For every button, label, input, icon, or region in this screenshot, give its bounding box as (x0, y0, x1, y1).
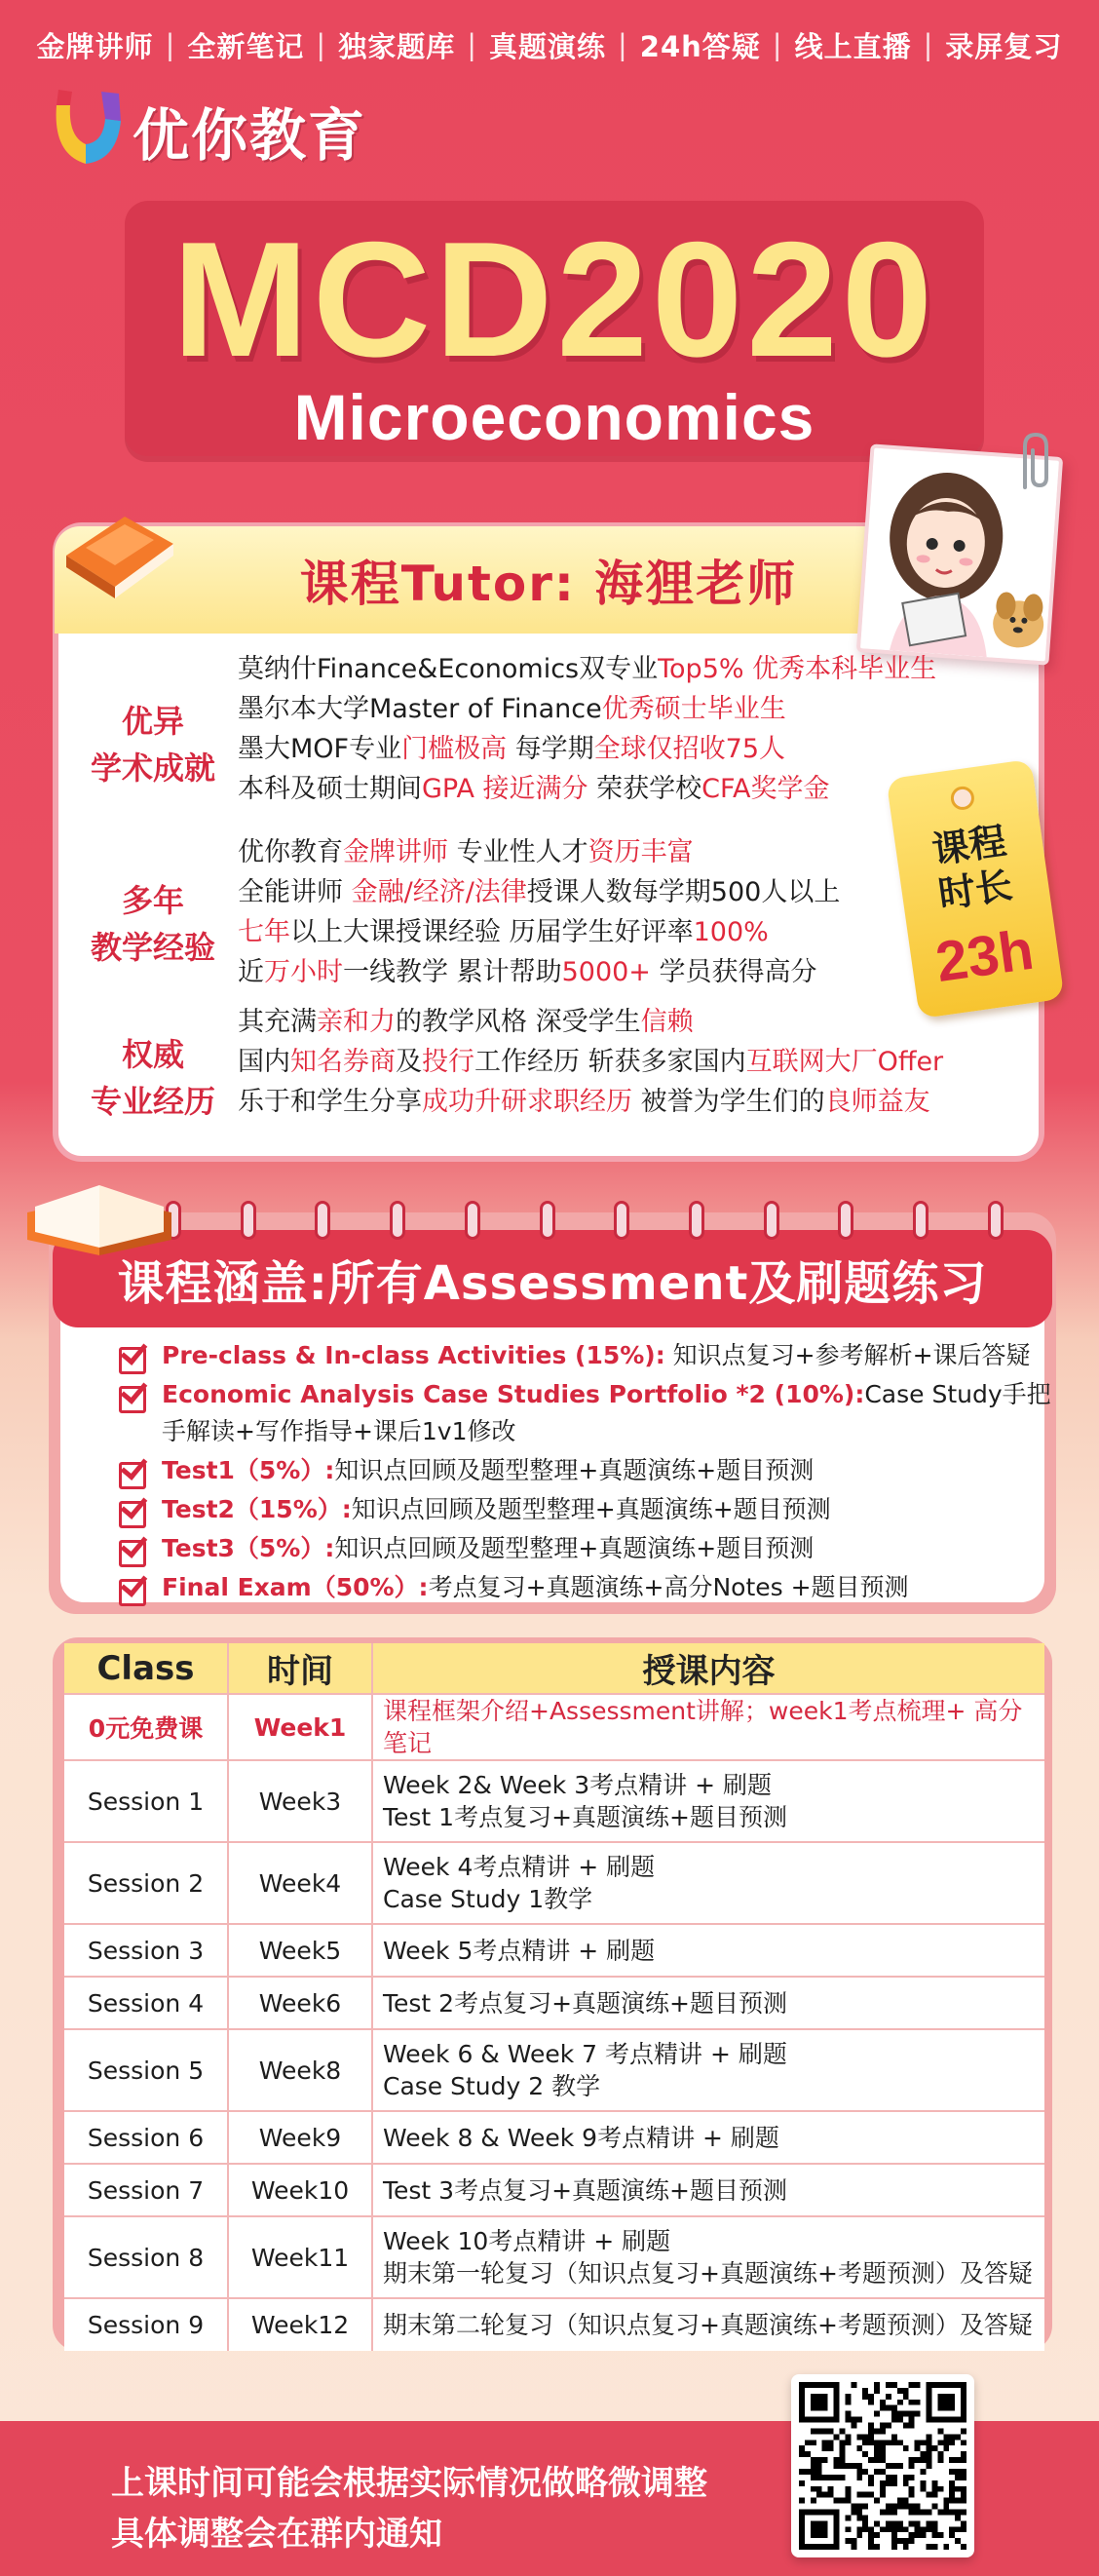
highlight-text: 七年 (238, 917, 290, 947)
highlight-text: 投行 (422, 1047, 474, 1077)
schedule-row (64, 1842, 1044, 1924)
credential-text: 优你教育 (238, 837, 343, 867)
credential-text: 及 (396, 1047, 422, 1077)
week-cell: Week4 (228, 1842, 372, 1924)
credential-line (238, 1002, 943, 1042)
assessment-description: 考点复习+真题演练+高分Notes +题目预测 (428, 1573, 909, 1601)
content-line: Week 8 & Week 9考点精讲 + 刷题 (383, 2123, 779, 2152)
highlight-text: GPA 接近满分 (422, 774, 588, 804)
credential-line (238, 729, 936, 769)
binder-ring (614, 1201, 629, 1240)
assessment-description: Case Study手把手解读+写作指导+课后1v1修改 (162, 1380, 1051, 1445)
credential-line (238, 649, 936, 689)
credential-line (238, 912, 840, 952)
content-cell (372, 1760, 1044, 1842)
week-cell: Week1 (228, 1694, 372, 1760)
week-cell: Week3 (228, 1760, 372, 1842)
credential-text: 全能讲师 (238, 877, 352, 907)
coverage-item (117, 1452, 1052, 1489)
checkbox-icon (117, 1341, 146, 1370)
feature-tags-bar (0, 0, 1099, 90)
schedule-row (64, 2164, 1044, 2216)
class-cell: Session 6 (64, 2111, 228, 2164)
checkbox-icon (117, 1495, 146, 1524)
header-content: 授课内容 (372, 1643, 1044, 1694)
week-cell: Week6 (228, 1977, 372, 2029)
content-line: 课程框架介绍+Assessment讲解；week1考点梳理+ 高分笔记 (383, 1697, 1023, 1757)
hero-panel (125, 201, 984, 456)
schedule-header-row (64, 1643, 1044, 1694)
coverage-list (117, 1337, 1052, 1608)
highlight-text: 门槛极高 (401, 734, 508, 764)
highlight-text: CFA奖学金 (701, 774, 830, 804)
highlight-text: 资历丰富 (587, 837, 694, 867)
footer-line1: 上课时间可能会根据实际情况做略微调整 (111, 2464, 707, 2503)
tag-separator: | (618, 28, 628, 61)
coverage-item-text (162, 1530, 814, 1567)
checkbox-icon (117, 1456, 146, 1485)
credential-label-line: 权威 (121, 1036, 184, 1073)
week-cell: Week10 (228, 2164, 372, 2216)
credential-lines (238, 1002, 943, 1122)
content-cell (372, 1694, 1044, 1760)
tutor-title: 课程Tutor: 海狸老师 (299, 556, 798, 612)
binder-ring (764, 1201, 779, 1240)
open-book-icon (21, 1168, 177, 1261)
paperclip-icon (1011, 429, 1060, 493)
highlight-text: 5000+ (561, 957, 651, 987)
class-cell: Session 3 (64, 1924, 228, 1977)
tag-separator: | (923, 28, 934, 61)
credential-text: 本科及硕士期间 (238, 774, 422, 804)
binder-ring (465, 1201, 480, 1240)
content-line: Test 3考点复习+真题演练+题目预测 (383, 2175, 787, 2205)
schedule-row (64, 2298, 1044, 2351)
binder-ring (913, 1201, 928, 1240)
schedule-row (64, 2111, 1044, 2164)
tag-separator: | (316, 28, 327, 61)
content-cell (372, 2164, 1044, 2216)
tag-hole (949, 785, 975, 811)
highlight-text: 金牌讲师 (343, 837, 448, 867)
coverage-item (117, 1569, 1052, 1606)
assessment-name: Economic Analysis Case Studies Portfolio *2 (10%): (162, 1380, 865, 1408)
credential-line (238, 1082, 943, 1122)
highlight-text: 知名券商 (290, 1047, 396, 1077)
assessment-description: 知识点复习+参考解析+课后答疑 (664, 1341, 1031, 1369)
credential-line (238, 769, 936, 809)
content-line: Test 2考点复习+真题演练+题目预测 (383, 1988, 787, 2018)
content-cell (372, 2298, 1044, 2351)
binder-ring (241, 1201, 256, 1240)
class-cell: Session 7 (64, 2164, 228, 2216)
feature-tag: 24h答疑 (639, 29, 761, 63)
feature-tag: 金牌讲师 (36, 29, 154, 63)
content-line: Case Study 1教学 (383, 1885, 593, 1913)
coverage-item-text (162, 1376, 1052, 1450)
logo-mark-icon (47, 86, 129, 175)
coverage-title: 课程涵盖:所有Assessment及刷题练习 (117, 1255, 988, 1311)
binder-ring (540, 1201, 555, 1240)
credential-text: 以上大课授课经验 历届学生好评率 (290, 917, 694, 947)
binder-ring (988, 1201, 1004, 1240)
highlight-text: 全球仅招收75人 (593, 734, 786, 764)
content-cell (372, 1842, 1044, 1924)
coverage-item-text (162, 1337, 1031, 1374)
class-cell: Session 9 (64, 2298, 228, 2351)
week-cell: Week8 (228, 2029, 372, 2111)
content-line: Week 10考点精讲 + 刷题 (383, 2227, 671, 2255)
duration-label-line1: 课程 (929, 819, 1009, 872)
checkbox-icon (117, 1573, 146, 1602)
content-line: Test 1考点复习+真题演练+题目预测 (383, 1803, 787, 1831)
binder-ring (689, 1201, 704, 1240)
duration-label (893, 813, 1050, 922)
content-line: 期末第二轮复习（知识点复习+真题演练+考题预测）及答疑 (383, 2311, 1033, 2339)
assessment-name: Test3（5%）: (162, 1534, 335, 1562)
content-cell (372, 2216, 1044, 2298)
duration-label-line2: 时长 (935, 863, 1015, 917)
feature-tag: 真题演练 (488, 29, 606, 63)
class-cell: Session 2 (64, 1842, 228, 1924)
class-cell: Session 4 (64, 1977, 228, 2029)
checkbox-icon (117, 1380, 146, 1409)
assessment-name: Final Exam（50%）: (162, 1573, 429, 1601)
class-cell: Session 5 (64, 2029, 228, 2111)
credential-text: 莫纳什Finance&Economics双专业 (238, 654, 659, 684)
credential-text: 一线教学 累计帮助 (343, 957, 562, 987)
brand-logo (47, 84, 366, 177)
highlight-text: 万小时 (264, 957, 343, 987)
assessment-description: 知识点回顾及题型整理+真题演练+题目预测 (351, 1495, 831, 1523)
highlight-text: 成功升研求职经历 (422, 1087, 632, 1117)
binder-ring (390, 1201, 405, 1240)
tag-separator: | (772, 28, 783, 61)
credential-text: 授课人数每学期500人以上 (526, 877, 841, 907)
course-name: Microeconomics (293, 381, 815, 453)
week-cell: Week9 (228, 2111, 372, 2164)
binder-rings (166, 1201, 1004, 1244)
highlight-text: 良师益友 (824, 1087, 930, 1117)
content-cell (372, 1977, 1044, 2029)
footer-notice (111, 2458, 707, 2559)
feature-tag: 线上直播 (794, 29, 912, 63)
coverage-item (117, 1337, 1052, 1374)
content-line: Week 2& Week 3考点精讲 + 刷题 (383, 1771, 772, 1799)
week-cell: Week11 (228, 2216, 372, 2298)
credential-line (238, 832, 840, 872)
tag-separator: | (165, 28, 176, 61)
credential-line (238, 689, 936, 729)
credential-text: 被誉为学生们的 (632, 1087, 825, 1117)
content-line: Week 6 & Week 7 考点精讲 + 刷题 (383, 2040, 787, 2068)
schedule-row (64, 1694, 1044, 1760)
week-cell: Week5 (228, 1924, 372, 1977)
highlight-text: 信赖 (640, 1007, 694, 1037)
schedule-row (64, 1760, 1044, 1842)
coverage-item-text (162, 1452, 814, 1489)
credential-label (70, 698, 236, 791)
schedule-row (64, 1977, 1044, 2029)
credential-text: 的教学风格 深受学生 (396, 1007, 641, 1037)
credential-label (70, 877, 236, 971)
highlight-text: 100% (693, 917, 769, 947)
class-cell: Session 8 (64, 2216, 228, 2298)
credential-text: 乐于和学生分享 (238, 1087, 422, 1117)
checkbox-icon (117, 1534, 146, 1563)
content-line: Week 4考点精讲 + 刷题 (383, 1853, 656, 1881)
credential-label-line: 优异 (121, 703, 184, 740)
content-cell (372, 2111, 1044, 2164)
binder-ring (838, 1201, 853, 1240)
credential-label (70, 1031, 236, 1125)
qr-code-icon[interactable] (791, 2374, 974, 2557)
credential-lines (238, 649, 936, 809)
assessment-name: Pre-class & In-class Activities (15%): (162, 1341, 665, 1369)
schedule-row (64, 1924, 1044, 1977)
content-line: 期末第一轮复习（知识点复习+真题演练+考题预测）及答疑 (383, 2259, 1033, 2288)
credential-text: 国内 (238, 1047, 290, 1077)
credential-label-line: 多年 (121, 882, 184, 919)
duration-value: 23h (931, 917, 1038, 994)
credential-text: 近 (238, 957, 264, 987)
assessment-description: 知识点回顾及题型整理+真题演练+题目预测 (334, 1534, 815, 1562)
credential-label-line: 教学经验 (90, 929, 215, 966)
credential-text: 其充满 (238, 1007, 317, 1037)
highlight-text: 优秀硕士毕业生 (601, 694, 786, 724)
content-cell (372, 1924, 1044, 1977)
highlight-text: 金融/经济/法律 (351, 877, 527, 907)
coverage-item (117, 1530, 1052, 1567)
header-time: 时间 (228, 1643, 372, 1694)
credential-text: 专业性人才 (448, 837, 588, 867)
content-line: Week 5考点精讲 + 刷题 (383, 1936, 656, 1965)
coverage-item-text (162, 1569, 909, 1606)
content-cell (372, 2029, 1044, 2111)
credential-text: 墨尔本大学Master of Finance (238, 694, 602, 724)
content-line: Case Study 2 教学 (383, 2072, 601, 2100)
credential-text: 荣获学校 (587, 774, 702, 804)
highlight-text: 亲和力 (317, 1007, 396, 1037)
credential-line (238, 1042, 943, 1082)
coverage-item (117, 1376, 1052, 1450)
tag-separator: | (467, 28, 477, 61)
feature-tag: 全新笔记 (187, 29, 305, 63)
credential-text: 每学期 (507, 734, 594, 764)
schedule-table (64, 1643, 1044, 2351)
header-class: Class (64, 1643, 228, 1694)
credential-label-line: 学术成就 (90, 750, 215, 787)
credential-lines (238, 832, 840, 992)
credential-text: 学员获得高分 (650, 957, 817, 987)
highlight-text: Top5% 优秀本科毕业生 (658, 654, 937, 684)
week-cell: Week12 (228, 2298, 372, 2351)
coverage-item (117, 1491, 1052, 1528)
coverage-item-text (162, 1491, 831, 1528)
footer-line2: 具体调整会在群内通知 (111, 2515, 442, 2554)
credential-label-line: 专业经历 (90, 1083, 215, 1120)
feature-tag: 独家题库 (338, 29, 456, 63)
schedule-row (64, 2029, 1044, 2111)
course-code: MCD2020 (171, 208, 937, 391)
schedule-row (64, 2216, 1044, 2298)
coverage-banner (53, 1230, 1052, 1327)
feature-tag: 录屏复习 (945, 29, 1063, 63)
credential-line (238, 952, 840, 992)
credential-text: 工作经历 斩获多家国内 (474, 1047, 746, 1077)
class-cell: 0元免费课 (64, 1694, 228, 1760)
assessment-name: Test1（5%）: (162, 1456, 335, 1484)
credential-line (238, 872, 840, 912)
logo-text: 优你教育 (133, 102, 367, 169)
assessment-description: 知识点回顾及题型整理+真题演练+题目预测 (334, 1456, 815, 1484)
book-icon (57, 497, 183, 604)
binder-ring (315, 1201, 330, 1240)
class-cell: Session 1 (64, 1760, 228, 1842)
highlight-text: 互联网大厂Offer (745, 1047, 944, 1077)
assessment-name: Test2（15%）: (162, 1495, 352, 1523)
credential-text: 墨大MOF专业 (238, 734, 402, 764)
